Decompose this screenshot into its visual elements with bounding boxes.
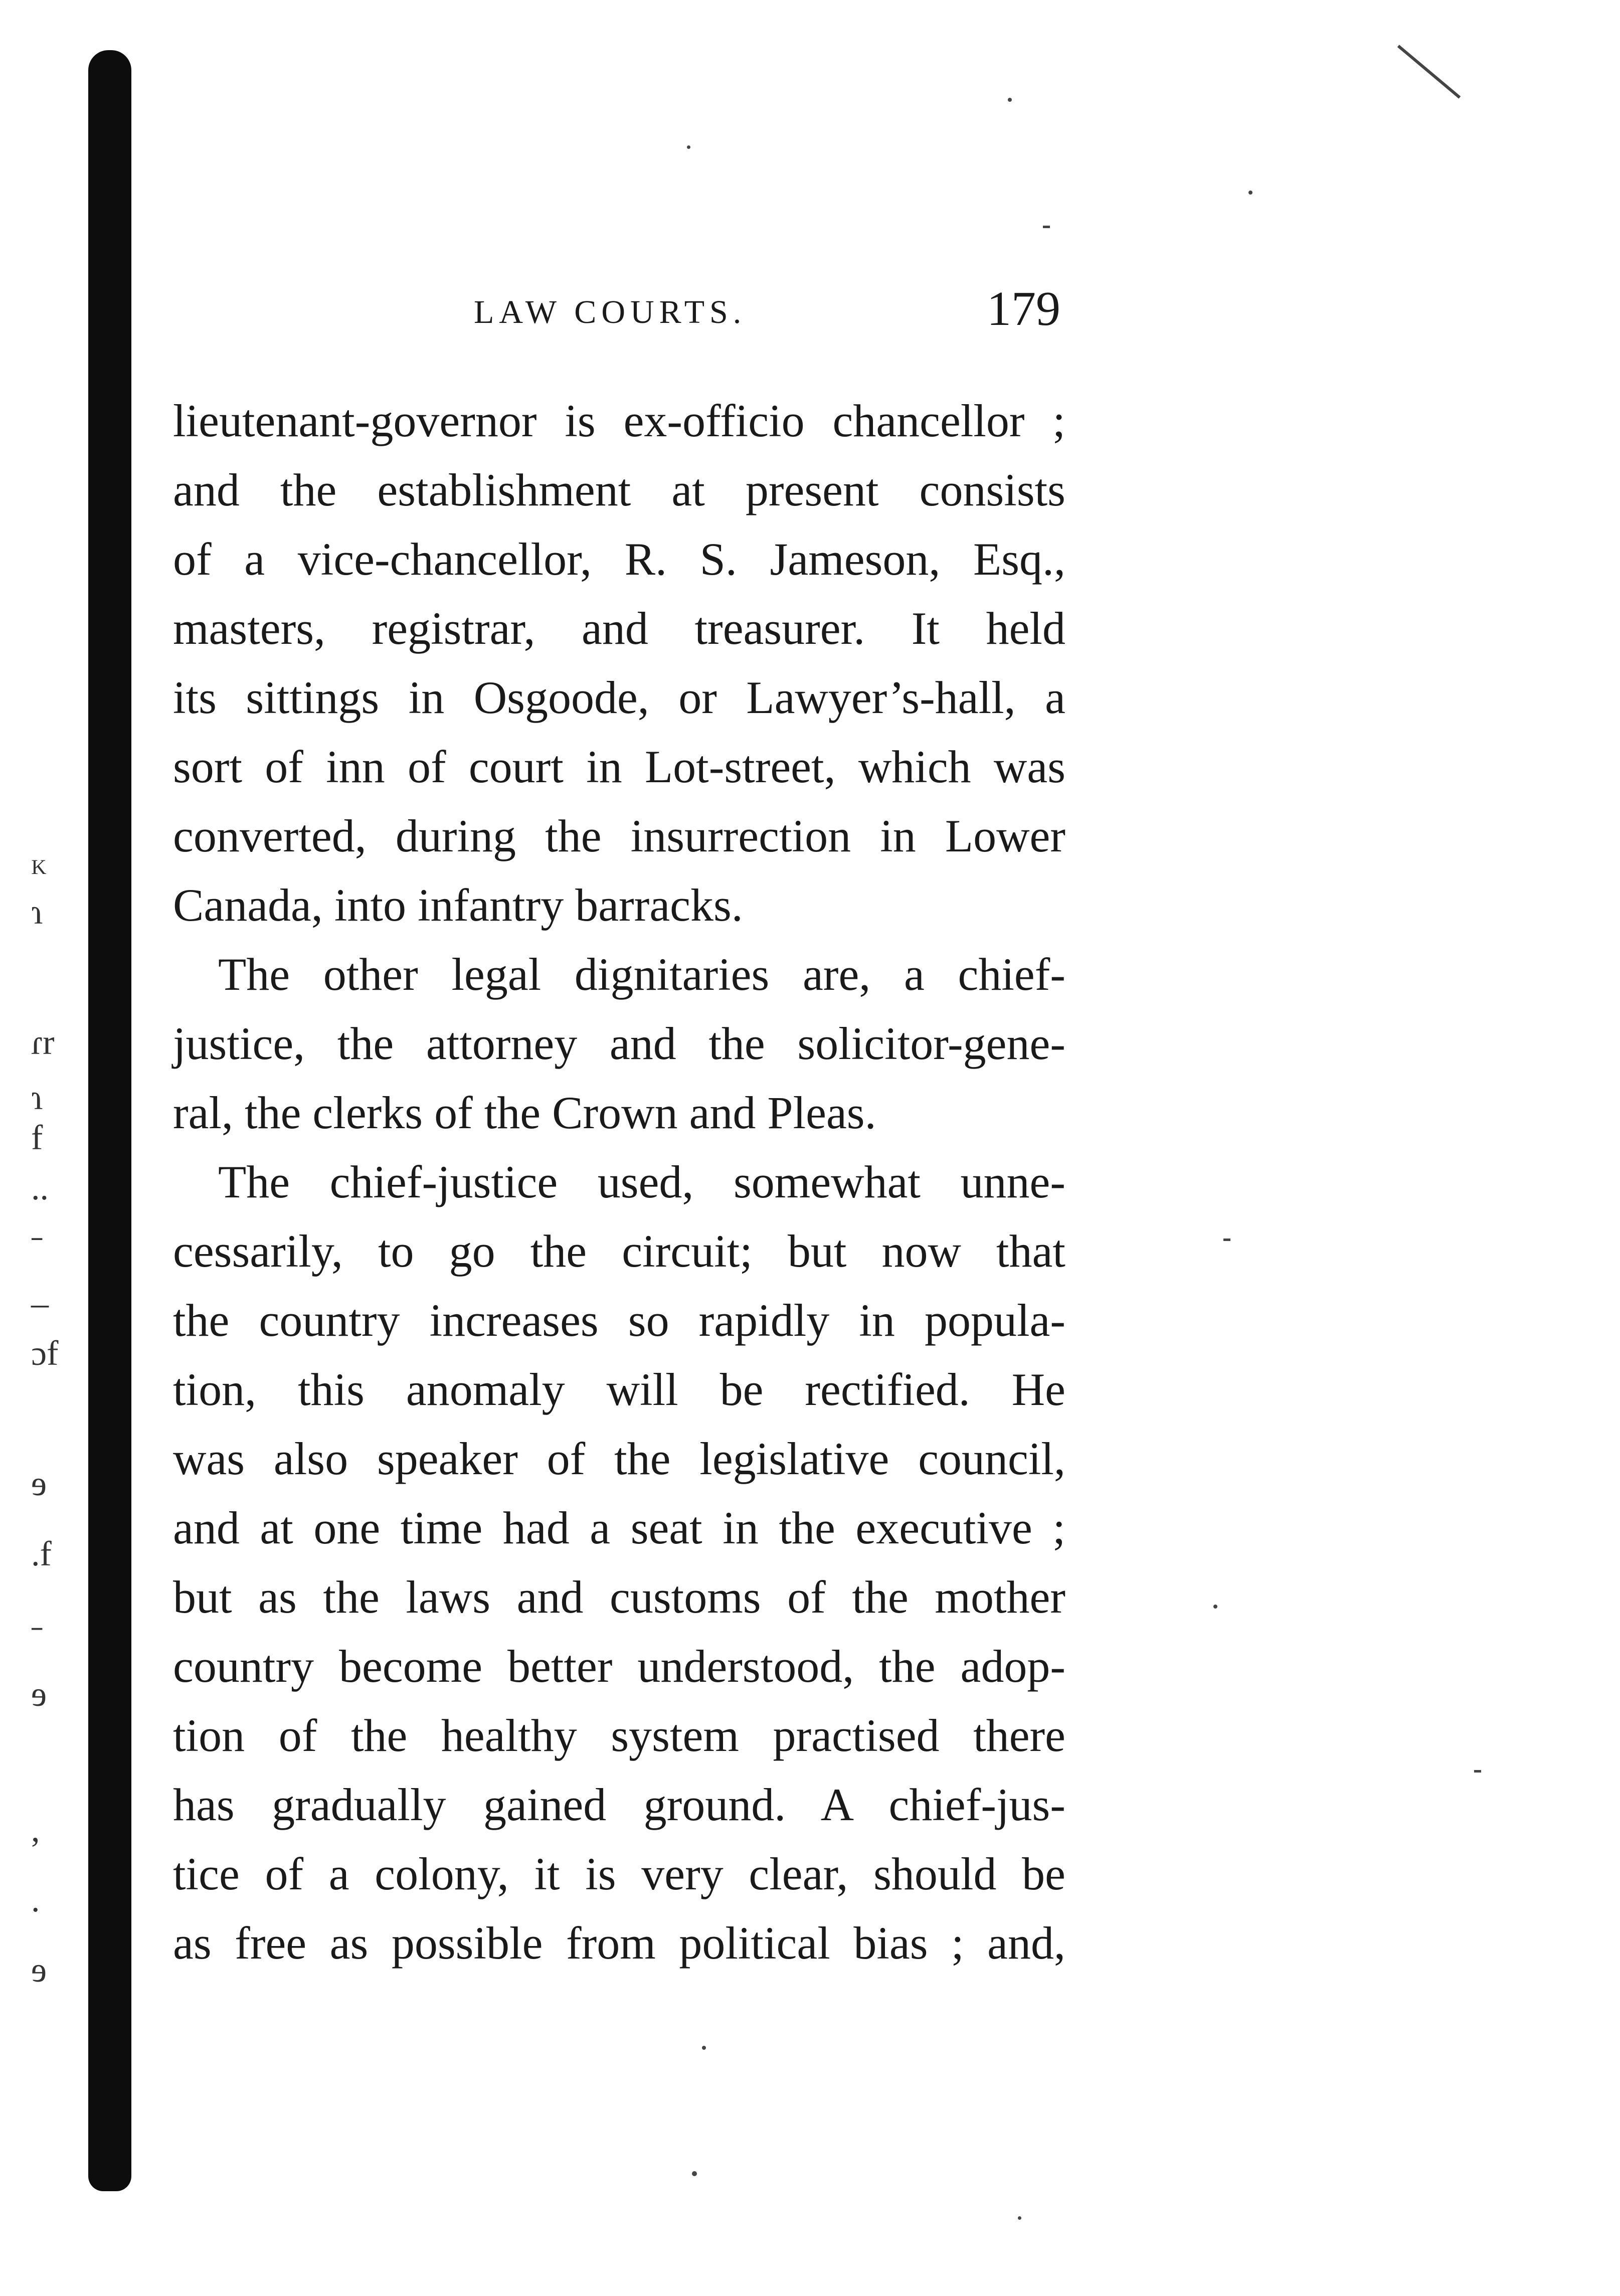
paragraph [173, 1147, 1065, 1978]
margin-fragment: ɘ [31, 1675, 47, 1714]
scan-speck [1008, 98, 1012, 102]
margin-fragment: ɘ [31, 1465, 47, 1503]
running-title: LAW COURTS. [474, 294, 747, 330]
scan-speck [1018, 2216, 1021, 2220]
text-line: was also speaker of the legislative council, [173, 1433, 1065, 1484]
scan-speck [1213, 1605, 1217, 1609]
scan-speck [1223, 1239, 1230, 1241]
scan-speck [1397, 45, 1461, 98]
text-line: The chief-justice used, somewhat unne- [218, 1156, 1065, 1207]
margin-fragment: .f [31, 1535, 52, 1573]
text-line: country become better understood, the adop- [173, 1641, 1065, 1692]
margin-fragment: .. [31, 1169, 49, 1207]
margin-fragment: ɔf [31, 1334, 59, 1373]
text-line: but as the laws and customs of the mother [173, 1571, 1065, 1623]
text-line: converted, during the insurrection in Lower [173, 810, 1065, 861]
margin-fragment: . [31, 1881, 40, 1919]
body-text [173, 386, 1065, 1978]
text-line: masters, registrar, and treasurer. It held [173, 603, 1065, 654]
margin-fragment: f [31, 1119, 43, 1157]
text-line: The other legal dignitaries are, a chief- [218, 949, 1065, 1000]
text-line: sort of inn of court in Lot-street, which was [173, 741, 1065, 792]
scan-speck [1474, 1770, 1481, 1773]
text-line: Canada, into infantry barracks. [173, 879, 743, 931]
text-line: tion of the healthy system practised there [173, 1710, 1065, 1761]
margin-fragment: ɿ [31, 1079, 43, 1117]
text-line: its sittings in Osgoode, or Lawyer’s-hall, a [173, 672, 1065, 723]
paragraph [173, 386, 1065, 940]
paragraph [173, 940, 1065, 1147]
margin-fragment: ˉ [31, 1229, 43, 1268]
page-number: 179 [987, 282, 1060, 336]
text-line: cessarily, to go the circuit; but now that [173, 1225, 1065, 1277]
margin-fragment: ɿ [31, 893, 43, 932]
scan-speck [692, 2171, 697, 2176]
text-line: tice of a colony, it is very clear, should be [173, 1848, 1065, 1899]
text-line: has gradually gained ground. A chief-jus- [173, 1779, 1065, 1830]
scan-speck [1248, 191, 1252, 195]
margin-fragment: – [31, 1284, 49, 1323]
binding-gutter-shadow [88, 50, 131, 2191]
text-line: of a vice-chancellor, R. S. Jameson, Esq., [173, 534, 1065, 585]
text-line: ral, the clerks of the Crown and Pleas. [173, 1087, 876, 1138]
text-line: the country increases so rapidly in popula- [173, 1295, 1065, 1346]
scan-speck [1043, 226, 1050, 228]
margin-fragment: ɾr [31, 1023, 55, 1062]
text-line: as free as possible from political bias ; and, [173, 1917, 1065, 1969]
running-head [173, 281, 1065, 341]
scan-speck [702, 2046, 706, 2050]
margin-fragment: ɘ [31, 1951, 47, 1990]
text-line: and the establishment at present consists [173, 464, 1065, 515]
left-margin-bleed-through [0, 0, 85, 2296]
margin-fragment: ᴷ [31, 853, 48, 892]
text-line: lieutenant-governor is ex-officio chancellor ; [173, 395, 1065, 446]
text-line: and at one time had a seat in the executive ; [173, 1502, 1065, 1553]
margin-fragment: ˗ [31, 1605, 43, 1644]
text-line: tion, this anomaly will be rectified. He [173, 1364, 1065, 1415]
margin-fragment: , [31, 1811, 40, 1849]
scan-speck [687, 145, 690, 149]
text-line: justice, the attorney and the solicitor-gene- [173, 1018, 1065, 1069]
